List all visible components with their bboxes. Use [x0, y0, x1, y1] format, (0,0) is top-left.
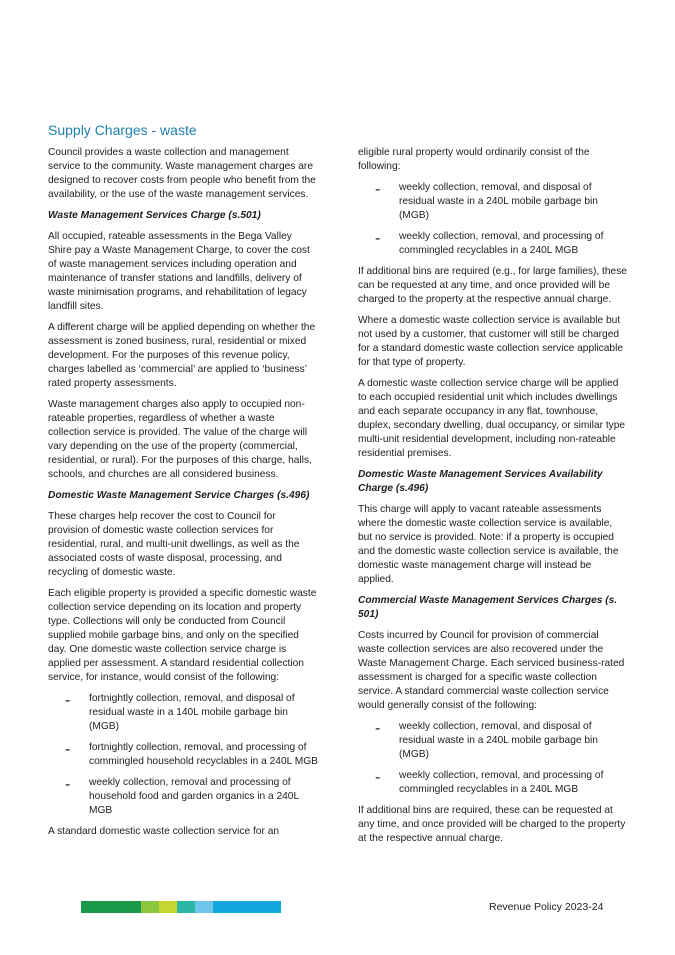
- list-item: [358, 769, 628, 797]
- list-item-text: weekly collection, removal, and disposal of residual waste in a 240L mobile garbage bin (MGB): [399, 182, 598, 221]
- list-item-text: weekly collection, removal, and processing of commingled recyclables in a 240L MGB: [399, 770, 604, 795]
- paragraph: A standard domestic waste collection service for an: [48, 826, 280, 837]
- paragraph: This charge will apply to vacant rateable assessments where the domestic waste collection service is available, but no service is provided. Note: if a property is occupied and the domestic waste collection service is available, the domestic waste management charge will instead be applied.: [358, 504, 619, 585]
- paragraph: Council provides a waste collection and management service to the community. Waste management charges are designed to recover costs from people who benefit from the availability, or the use of the waste management services.: [48, 147, 316, 200]
- list-item: [358, 720, 628, 762]
- paragraph: If additional bins are required (e.g., for large families), these can be requested at any time, and once provided will be charged to the property at the respective annual charge.: [358, 266, 627, 305]
- bullet-dash: -: [375, 181, 381, 198]
- list-item: [48, 692, 318, 734]
- bullet-dash: -: [375, 769, 381, 786]
- color-bar-segment: [111, 901, 141, 913]
- paragraph: If additional bins are required, these can be requested at any time, and once provided will be charged to the property at the respective annual charge.: [358, 805, 626, 844]
- paragraph: Waste management charges also apply to occupied non-rateable properties, regardless of whether a waste collection service is provided. The value of the charge will vary depending on the use of the property (commercial, residential, or rural). For the purposes of this charge, halls, schools, and churches are all considered business.: [48, 399, 312, 480]
- subheading: Waste Management Services Charge (s.501): [48, 210, 261, 221]
- bullet-dash: -: [375, 230, 381, 247]
- list-item: [358, 230, 628, 258]
- list-item: [358, 181, 628, 223]
- subheading: Domestic Waste Management Service Charges (s.496): [48, 490, 310, 501]
- bullet-list: [358, 181, 628, 258]
- list-item: [48, 776, 318, 818]
- paragraph: Each eligible property is provided a specific domestic waste collection service depending on its location and property type. Collections will only be conducted from Council supplied mobile garbage bins, and only on the specified day. One domestic waste collection service charge is applied per assessment. A standard residential collection service, for instance, would consist of the following:: [48, 588, 317, 683]
- footer-color-bar: [81, 901, 281, 913]
- list-item-text: weekly collection, removal, and processing of commingled recyclables in a 240L MGB: [399, 231, 604, 256]
- bullet-dash: -: [65, 776, 71, 793]
- color-bar-segment: [141, 901, 159, 913]
- paragraph: All occupied, rateable assessments in the Bega Valley Shire pay a Waste Management Charge, to cover the cost of waste management services including operation and maintenance of transfer stations and landfills, delivery of waste minimisation programs, and rehabilitation of legacy landfill sites.: [48, 231, 310, 312]
- bullet-dash: -: [375, 720, 381, 737]
- list-item-text: weekly collection, removal, and disposal of residual waste in a 240L mobile garbage bin (MGB): [399, 721, 598, 760]
- section-title: Supply Charges - waste: [48, 122, 197, 138]
- subheading: Domestic Waste Management Services Availability Charge (s.496): [358, 469, 603, 494]
- left-column: [48, 146, 318, 846]
- color-bar-segment: [195, 901, 213, 913]
- list-item-text: fortnightly collection, removal, and processing of commingled household recyclables in a 240L MGB: [89, 742, 318, 767]
- list-item-text: weekly collection, removal and processing of household food and garden organics in a 240L MGB: [89, 777, 299, 816]
- bullet-dash: -: [65, 741, 71, 758]
- right-column: [358, 146, 628, 853]
- bullet-list: [48, 692, 318, 818]
- color-bar-segment: [177, 901, 195, 913]
- bullet-dash: -: [65, 692, 71, 709]
- paragraph: These charges help recover the cost to Council for provision of domestic waste collection services for residential, rural, and multi-unit dwellings, as well as the associated costs of waste disposal, processing, and recycling of domestic waste.: [48, 511, 300, 578]
- subheading: Commercial Waste Management Services Charges (s. 501): [358, 595, 618, 620]
- paragraph: Where a domestic waste collection service is available but not used by a customer, that customer will still be charged for a standard domestic waste collection service applicable for that type of property.: [358, 315, 624, 368]
- paragraph: eligible rural property would ordinarily consist of the following:: [358, 147, 590, 172]
- list-item-text: fortnightly collection, removal, and disposal of residual waste in a 140L mobile garbage bin (MGB): [89, 693, 295, 732]
- color-bar-segment: [159, 901, 177, 913]
- bullet-list: [358, 720, 628, 797]
- paragraph: A different charge will be applied depending on whether the assessment is zoned business, rural, residential or mixed development. For the purposes of this revenue policy, charges labelled as ‘commercial’ are applied to ‘business’ rated property assessments.: [48, 322, 316, 389]
- paragraph: Costs incurred by Council for provision of commercial waste collection services are also recovered under the Waste Management Charge. Each serviced business-rated assessment is charged for a specific waste collection service. A standard commercial waste collection service would generally consist of the following:: [358, 630, 625, 711]
- footer-document-title: Revenue Policy 2023-24: [489, 901, 604, 913]
- color-bar-segment: [213, 901, 281, 913]
- list-item: [48, 741, 318, 769]
- paragraph: A domestic waste collection service charge will be applied to each occupied residential unit which includes dwellings and each separate occupancy in any flat, townhouse, duplex, secondary dwelling, dual occupancy, or similar type multi-unit residential development, including non-rateable residential premises.: [358, 378, 626, 459]
- color-bar-segment: [81, 901, 111, 913]
